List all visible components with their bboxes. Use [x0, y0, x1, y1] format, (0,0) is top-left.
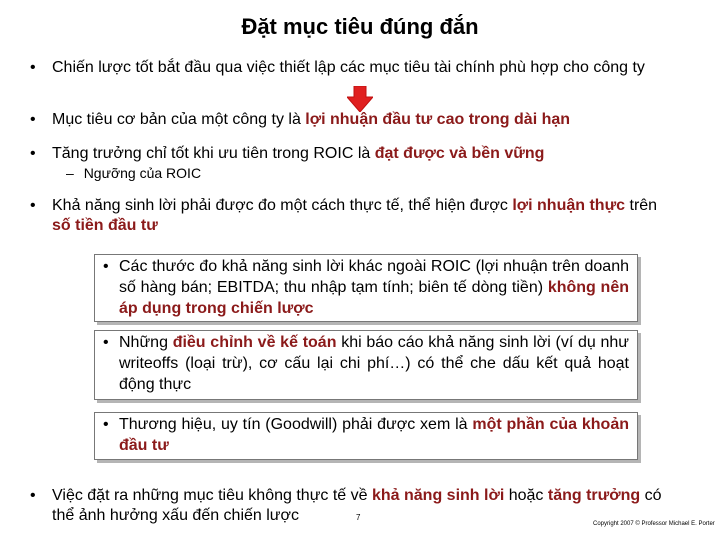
bullet-dot: •	[30, 145, 36, 162]
copyright-notice: Copyright 2007 © Professor Michael E. Porter	[593, 521, 715, 527]
highlight-text: lợi nhuận thực	[512, 197, 626, 214]
bullet-profitability	[30, 196, 660, 236]
bullet-growth	[30, 144, 690, 164]
sub-bullet-dash: –	[66, 165, 74, 181]
bullet-text: trên	[625, 197, 658, 214]
bullet-dot: •	[30, 111, 36, 128]
highlight-text: tăng trưởng	[547, 487, 641, 504]
highlight-text: một phần của khoản đầu tư	[119, 416, 629, 454]
bullet-dot: •	[103, 258, 109, 275]
callout-box-accounting-adjustments	[94, 330, 638, 400]
highlight-text: không nên áp dụng trong chiến lược	[119, 279, 629, 317]
slide-title: Đặt mục tiêu đúng đắn	[241, 14, 479, 39]
bullet-dot: •	[103, 416, 109, 433]
bullet-financial-goals	[30, 58, 670, 78]
box-text: khi báo cáo khả năng sinh lời (ví dụ như writeoffs (loại trừ), cơ cấu lại chi phí…) có thể che dấu kết quả hoạt động thực	[119, 334, 630, 393]
down-arrow-icon	[347, 86, 373, 112]
highlight-text: số tiền đầu tư	[52, 217, 158, 234]
bullet-dot: •	[30, 487, 36, 504]
callout-box-goodwill	[94, 412, 638, 460]
bullet-unrealistic-goals	[30, 486, 670, 526]
bullet-text: có thể ảnh hưởng xấu đến chiến lược	[52, 487, 662, 524]
bullet-text: Việc đặt ra những mục tiêu không thực tế về	[52, 487, 372, 504]
highlight-text: khả năng sinh lời	[371, 487, 505, 504]
page-number: 7	[356, 513, 361, 522]
sub-bullet-roic-threshold	[66, 164, 201, 182]
bullet-dot: •	[30, 59, 36, 76]
bullet-basic-goal	[30, 110, 690, 130]
sub-bullet-text: Ngưỡng của ROIC	[83, 165, 202, 181]
box-text: Những	[119, 334, 173, 351]
box-text: Thương hiệu, uy tín (Goodwill) phải được xem là	[119, 416, 473, 433]
bullet-text: Mục tiêu cơ bản của một công ty là	[52, 111, 306, 128]
highlight-text: lợi nhuận đầu tư cao trong dài hạn	[305, 111, 571, 128]
highlight-text: điều chỉnh về kế toán	[172, 334, 337, 351]
bullet-dot: •	[103, 334, 109, 351]
bullet-text: Khả năng sinh lời phải được đo một cách thực tế, thể hiện được	[52, 197, 513, 214]
highlight-text: đạt được và bền vững	[374, 145, 545, 162]
bullet-text: Tăng trưởng chỉ tốt khi ưu tiên trong ROIC là	[52, 145, 375, 162]
bullet-dot: •	[30, 197, 36, 214]
box-text: Các thước đo khả năng sinh lời khác ngoài ROIC (lợi nhuận trên doanh số hàng bán; EBITDA; thu nhập tạm tính; biên tế dòng tiền)	[119, 258, 629, 296]
bullet-text: Chiến lược tốt bắt đầu qua việc thiết lập các mục tiêu tài chính phù hợp cho công ty	[52, 59, 645, 76]
callout-box-other-measures	[94, 254, 638, 322]
bullet-text: hoặc	[504, 487, 548, 504]
